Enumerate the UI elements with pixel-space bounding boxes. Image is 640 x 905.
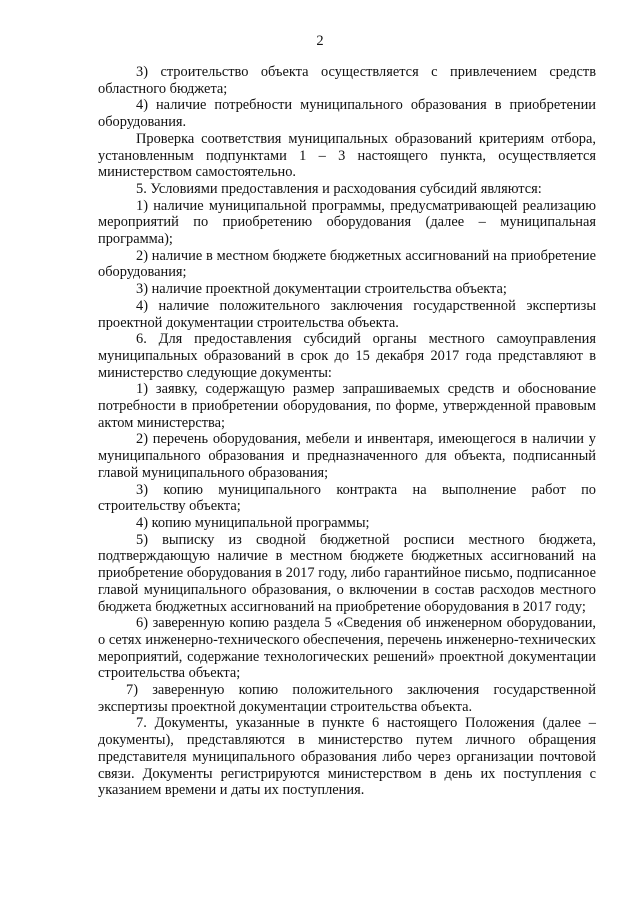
paragraph-section-5-heading: 5. Условиями предоставления и расходования субсидий являются:	[136, 180, 542, 197]
paragraph-section-6-item-7: 7) заверенную копию положительного заключения государственной экспертизы проектной документации строительства объекта.	[98, 682, 596, 715]
paragraph-condition-4: 4) наличие потребности муниципального образования в приобретении оборудования.	[98, 97, 596, 131]
paragraph-section-5-item-1: 1) наличие муниципальной программы, предусматривающей реализацию мероприятий по приобретению оборудования (далее – муниципальная программа);	[98, 197, 596, 248]
paragraph-section-7: 7. Документы, указанные в пункте 6 настоящего Положения (далее – документы), представляются в министерство путем личного обращения представителя муниципального образования либо через организации почтовой связи. Документы регистрируются министерством в день их поступления с указанием времени и даты их поступления.	[98, 715, 596, 799]
paragraph-verification: Проверка соответствия муниципальных образований критериям отбора, установленным подпунктами 1 – 3 настоящего пункта, осуществляется министерством самостоятельно.	[98, 130, 596, 181]
page-number: 2	[316, 33, 324, 49]
paragraph-section-6-item-3: 3) копию муниципального контракта на выполнение работ по строительству объекта;	[98, 481, 596, 515]
paragraph-section-6-item-5: 5) выписку из сводной бюджетной росписи местного бюджета, подтверждающую наличие в местном бюджете бюджетных ассигнований на приобретение оборудования в 2017 году, либо гарантийное письмо, подписанное главой муниципального образования, о включении в состав расходов местного бюджета бюджетных ассигнований на приобретение оборудования в 2017 году;	[98, 531, 596, 615]
paragraph-section-6-heading: 6. Для предоставления субсидий органы местного самоуправления муниципальных образований в срок до 15 декабря 2017 года представляют в министерство следующие документы:	[98, 331, 596, 381]
paragraph-section-6-item-4: 4) копию муниципальной программы;	[136, 514, 370, 531]
paragraph-section-6-item-6: 6) заверенную копию раздела 5 «Сведения об инженерном оборудовании, о сетях инженерно-технического обеспечения, перечень инженерно-технических мероприятий, содержание технологических решений» проектной документации строительства объекта;	[98, 615, 596, 682]
paragraph-section-6-item-2: 2) перечень оборудования, мебели и инвентаря, имеющегося в наличии у муниципального образования и предназначенного для объекта, подписанный главой муниципального образования;	[98, 431, 596, 481]
paragraph-section-6-item-1: 1) заявку, содержащую размер запрашиваемых средств и обоснование потребности в приобретении оборудования, по форме, утвержденной правовым актом министерства;	[98, 381, 596, 431]
paragraph-section-5-item-2: 2) наличие в местном бюджете бюджетных ассигнований на приобретение оборудования;	[98, 247, 596, 281]
paragraph-section-5-item-4: 4) наличие положительного заключения государственной экспертизы проектной документации строительства объекта.	[98, 297, 596, 331]
document-body	[98, 64, 596, 799]
paragraph-condition-3: 3) строительство объекта осуществляется с привлечением средств областного бюджета;	[98, 64, 596, 97]
paragraph-section-5-item-3: 3) наличие проектной документации строительства объекта;	[136, 281, 507, 298]
